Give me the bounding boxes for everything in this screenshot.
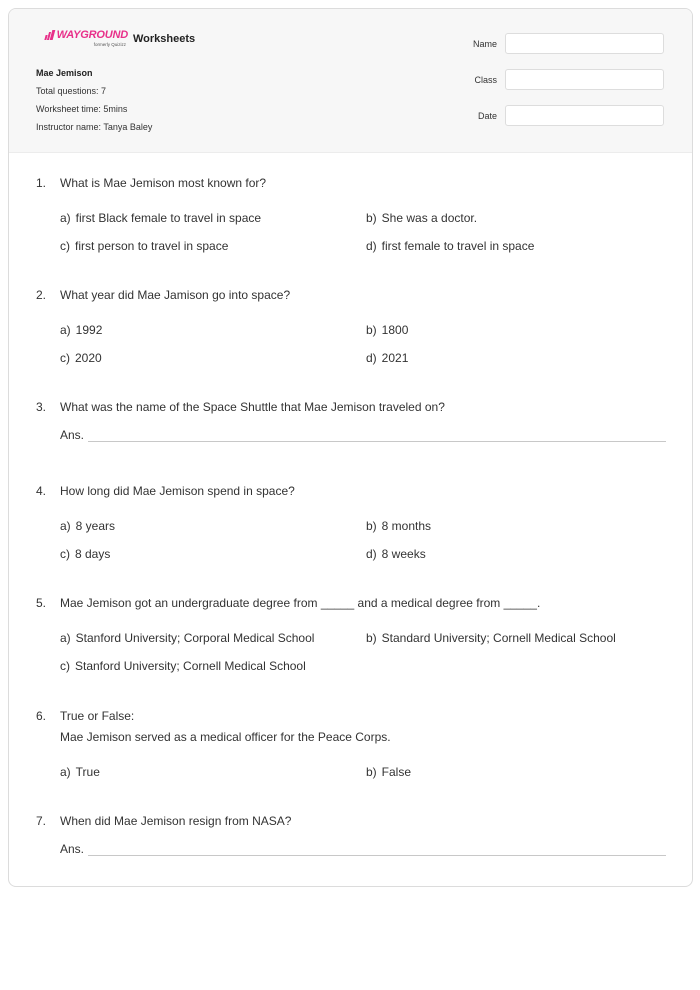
logo-subtext: formerly Quizizz <box>93 42 126 47</box>
option-letter: d) <box>366 351 377 365</box>
question-number: 2. <box>36 288 47 302</box>
worksheet-title: Mae Jemison <box>36 68 93 78</box>
question-text: Mae Jemison got an undergraduate degree from _____ and a medical degree from _____. <box>60 596 541 610</box>
question-text: When did Mae Jemison resign from NASA? <box>60 814 292 828</box>
question-text: What year did Mae Jamison go into space? <box>60 288 291 302</box>
option-letter: a) <box>60 765 71 779</box>
option-letter: a) <box>60 323 71 337</box>
option-d[interactable] <box>366 351 408 365</box>
wayground-logo <box>36 29 128 47</box>
option-b[interactable] <box>366 631 616 645</box>
question-number: 6. <box>36 709 47 723</box>
worksheet-card <box>8 8 693 887</box>
brand <box>36 29 195 47</box>
option-letter: d) <box>366 239 377 253</box>
option-letter: c) <box>60 547 70 561</box>
date-label: Date <box>477 110 497 121</box>
worksheet-time: Worksheet time: 5mins <box>36 104 128 114</box>
question-subtext: Mae Jemison served as a medical officer for the Peace Corps. <box>60 730 391 744</box>
total-questions: Total questions: 7 <box>36 86 107 96</box>
option-b[interactable] <box>366 323 408 337</box>
student-fields <box>473 33 664 141</box>
answer-area <box>60 428 666 442</box>
option-c[interactable] <box>60 351 102 365</box>
class-field[interactable] <box>505 69 664 90</box>
option-letter: a) <box>60 519 71 533</box>
logo-text: WAYGROUND <box>56 29 128 41</box>
answer-area <box>60 842 666 856</box>
question-number: 5. <box>36 596 47 610</box>
option-letter: b) <box>366 765 377 779</box>
option-c[interactable] <box>60 659 306 673</box>
option-letter: d) <box>366 547 377 561</box>
option-text: She was a doctor. <box>381 211 478 225</box>
option-c[interactable] <box>60 239 228 253</box>
option-letter: c) <box>60 239 70 253</box>
question-number: 4. <box>36 484 47 498</box>
option-b[interactable] <box>366 519 431 533</box>
question-text: What was the name of the Space Shuttle that Mae Jemison traveled on? <box>60 400 445 414</box>
option-text: first person to travel in space <box>75 239 229 253</box>
class-field-row <box>473 69 664 90</box>
option-text: 1800 <box>381 323 409 337</box>
app-title: Worksheets <box>133 33 196 45</box>
option-text: first female to travel in space <box>381 239 535 253</box>
answer-line[interactable] <box>88 844 666 856</box>
date-field-row <box>473 105 664 126</box>
option-a[interactable] <box>60 519 115 533</box>
option-a[interactable] <box>60 323 102 337</box>
option-text: Stanford University; Cornell Medical School <box>75 659 306 673</box>
worksheet-header <box>9 9 692 153</box>
option-b[interactable] <box>366 765 411 779</box>
option-text: 8 months <box>381 519 432 533</box>
answer-label: Ans. <box>60 428 85 442</box>
option-text: first Black female to travel in space <box>75 211 262 225</box>
option-c[interactable] <box>60 547 110 561</box>
option-text: 8 weeks <box>381 547 426 561</box>
option-letter: b) <box>366 211 377 225</box>
question-number: 3. <box>36 400 47 414</box>
option-text: False <box>381 765 412 779</box>
question-number: 7. <box>36 814 47 828</box>
option-letter: b) <box>366 323 377 337</box>
class-label: Class <box>474 74 497 85</box>
question-text: How long did Mae Jemison spend in space? <box>60 484 295 498</box>
answer-line[interactable] <box>88 430 666 442</box>
option-text: 8 years <box>75 519 116 533</box>
date-field[interactable] <box>505 105 664 126</box>
option-text: 2020 <box>75 351 102 365</box>
name-label: Name <box>472 38 497 49</box>
option-letter: c) <box>60 659 70 673</box>
name-field[interactable] <box>505 33 664 54</box>
worksheet-meta <box>36 67 152 139</box>
question-text: True or False: <box>60 709 135 723</box>
option-a[interactable] <box>60 211 261 225</box>
option-a[interactable] <box>60 765 100 779</box>
logo-mark-icon <box>45 30 55 40</box>
option-letter: c) <box>60 351 70 365</box>
option-text: True <box>75 765 100 779</box>
option-a[interactable] <box>60 631 314 645</box>
option-d[interactable] <box>366 547 426 561</box>
question-number: 1. <box>36 176 47 190</box>
instructor-name: Instructor name: Tanya Baley <box>36 122 153 132</box>
option-letter: b) <box>366 631 377 645</box>
question-text: What is Mae Jemison most known for? <box>60 176 267 190</box>
option-d[interactable] <box>366 239 534 253</box>
option-letter: a) <box>60 631 71 645</box>
answer-label: Ans. <box>60 842 85 856</box>
option-letter: a) <box>60 211 71 225</box>
option-text: 2021 <box>381 351 409 365</box>
option-letter: b) <box>366 519 377 533</box>
option-text: Standard University; Cornell Medical School <box>381 631 616 645</box>
name-field-row <box>473 33 664 54</box>
option-text: Stanford University; Corporal Medical School <box>75 631 315 645</box>
option-text: 1992 <box>75 323 103 337</box>
option-b[interactable] <box>366 211 477 225</box>
option-text: 8 days <box>75 547 111 561</box>
